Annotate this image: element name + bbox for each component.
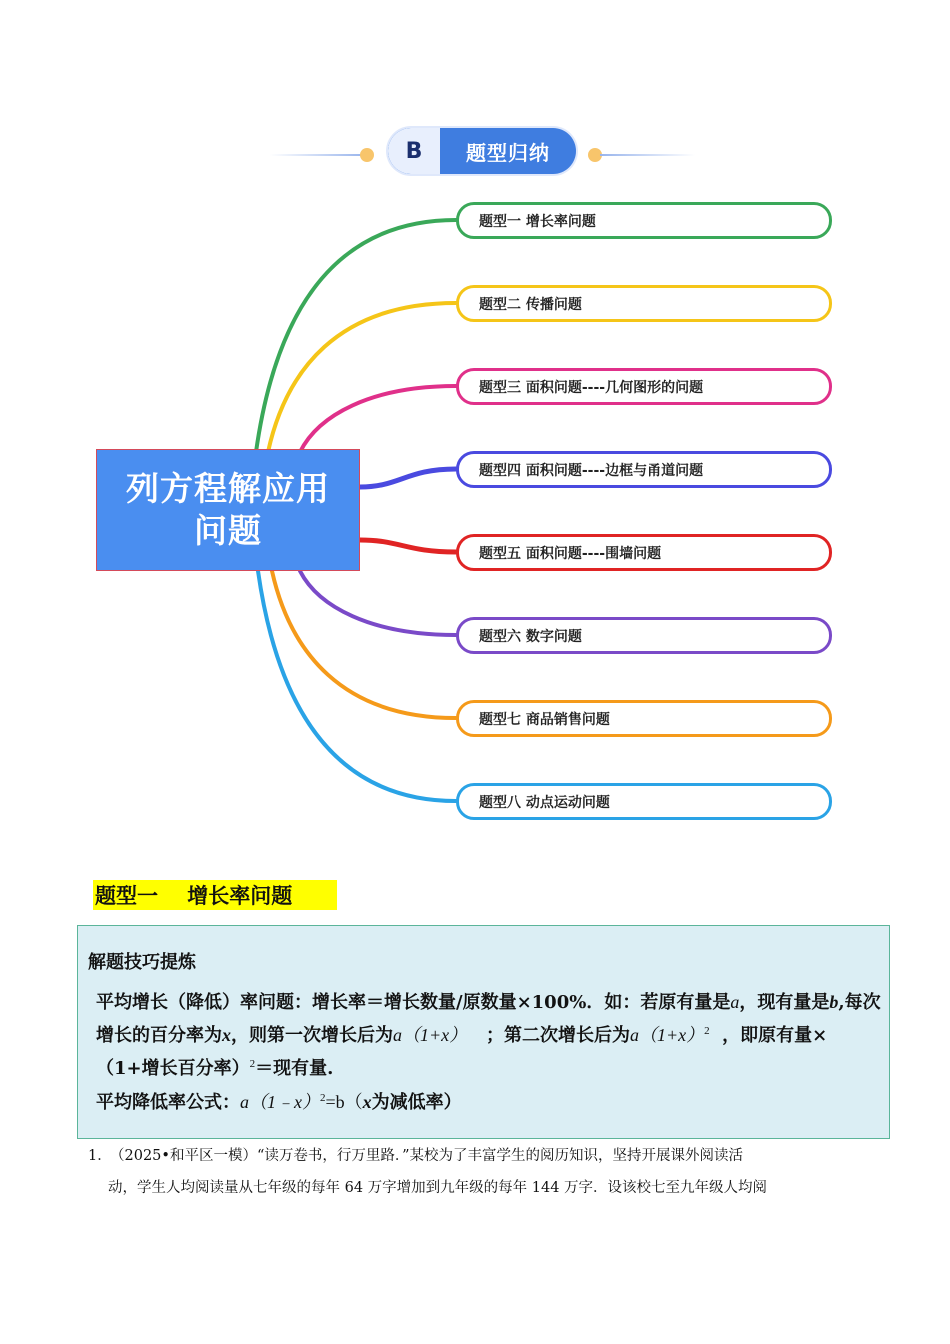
- mindmap-center-node: [96, 449, 360, 571]
- center-line-2: 问题: [194, 511, 262, 550]
- center-line-1: 列方程解应用: [126, 469, 330, 508]
- tips-box: [77, 925, 890, 1139]
- mindmap-branch-8: 题型八 动点运动问题: [456, 783, 832, 820]
- connector-2: [268, 303, 456, 452]
- tips-paragraph-growth: 平均增长（降低）率问题：增长率＝增长数量/原数量×100%．如：若原有量是a，现有量是b,每次增长的百分率为x，则第一次增长后为a（1+x） ；第二次增长后为$a(1+x)^2$ ，即原有量×（1+增长百分率）$^2$＝现有量.: [96, 992, 881, 1079]
- connector-1: [256, 220, 456, 452]
- mindmap-branch-5: 题型五 面积问题----围墙问题: [456, 534, 832, 571]
- question-number: 1．: [88, 1148, 112, 1164]
- connector-8: [258, 571, 456, 801]
- mindmap-branch-6: 题型六 数字问题: [456, 617, 832, 654]
- tips-paragraph-decline: 平均降低率公式：a（1﹣x）$^2$=b（x为减低率）: [96, 1092, 462, 1113]
- mindmap-branch-1: 题型一 增长率问题: [456, 202, 832, 239]
- connector-4: [360, 469, 456, 487]
- section-title: 题型一 增长率问题: [93, 880, 337, 910]
- header-letter: B: [388, 128, 440, 174]
- mindmap-branch-3: 题型三 面积问题----几何图形的问题: [456, 368, 832, 405]
- connector-6: [300, 571, 456, 635]
- mindmap-branch-2: 题型二 传播问题: [456, 285, 832, 322]
- header-title: 题型归纳: [466, 140, 550, 165]
- mindmap-branch-7: 题型七 商品销售问题: [456, 700, 832, 737]
- mindmap-branch-4: 题型四 面积问题----边框与甬道问题: [456, 451, 832, 488]
- connector-7: [272, 571, 456, 718]
- connector-5: [360, 540, 456, 552]
- connector-3: [300, 386, 456, 452]
- tips-heading: 解题技巧提炼: [88, 952, 196, 973]
- question-line-2: 动，学生人均阅读量从七年级的每年 64 万字增加到九年级的每年 144 万字．设该校七至九年级人均阅: [108, 1180, 768, 1196]
- question-line-1: （2025•和平区一模）“读万卷书，行万里路．”某校为了丰富学生的阅历知识，坚持开展课外阅读活: [110, 1148, 744, 1164]
